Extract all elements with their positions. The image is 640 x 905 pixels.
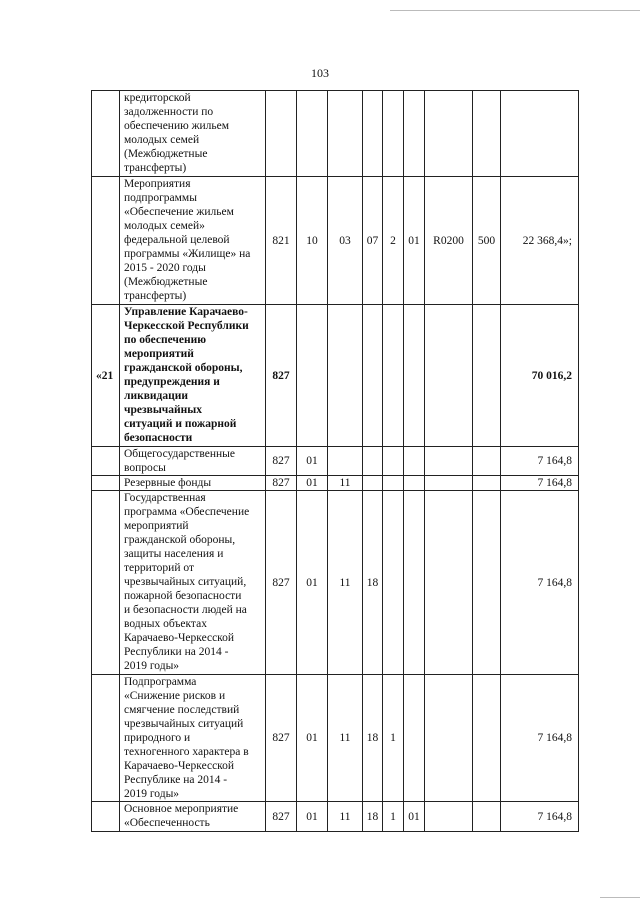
code-cell-c7 [425,91,473,177]
code-cell-c8 [473,305,501,447]
code-cell-c1 [266,91,297,177]
amount-cell: 7 164,8 [501,802,579,832]
table-row [92,491,579,675]
code-cell-c2: 01 [297,675,328,802]
row-number-cell [92,177,120,305]
table-row [92,675,579,802]
code-cell-c5: 1 [383,802,404,832]
code-cell-c1: 827 [266,476,297,491]
row-number-cell: «21 [92,305,120,447]
code-cell-c7 [425,675,473,802]
item-name-cell: Управление Карачаево- Черкесской Республики по обеспечению мероприятий гражданской обороны, предупреждения и ликвидации чрезвычайных ситуаций и пожарной безопасности [120,305,266,447]
table-row [92,91,579,177]
code-cell-c6 [404,447,425,476]
code-cell-c2: 01 [297,447,328,476]
code-cell-c3: 11 [328,675,363,802]
code-cell-c7 [425,491,473,675]
code-cell-c6 [404,491,425,675]
code-cell-c5 [383,447,404,476]
row-number-cell [92,476,120,491]
code-cell-c5 [383,476,404,491]
row-number-cell [92,675,120,802]
code-cell-c8: 500 [473,177,501,305]
amount-cell: 7 164,8 [501,491,579,675]
amount-cell [501,91,579,177]
row-number-cell [92,802,120,832]
code-cell-c7 [425,305,473,447]
code-cell-c1: 827 [266,675,297,802]
table-row [92,476,579,491]
code-cell-c5 [383,491,404,675]
code-cell-c6: 01 [404,802,425,832]
code-cell-c5 [383,305,404,447]
code-cell-c4: 18 [363,491,383,675]
item-name-cell: Подпрограмма «Снижение рисков и смягчение последствий чрезвычайных ситуаций природного и техногенного характера в Карачаево-Черкесской Республике на 2014 - 2019 годы» [120,675,266,802]
code-cell-c7 [425,476,473,491]
code-cell-c3 [328,91,363,177]
code-cell-c7 [425,802,473,832]
amount-cell: 7 164,8 [501,447,579,476]
code-cell-c1: 821 [266,177,297,305]
code-cell-c8 [473,447,501,476]
code-cell-c4 [363,305,383,447]
code-cell-c2 [297,305,328,447]
table-row [92,305,579,447]
code-cell-c4 [363,447,383,476]
code-cell-c3: 03 [328,177,363,305]
code-cell-c2: 01 [297,802,328,832]
item-name-cell: Основное мероприятие «Обеспеченность [120,802,266,832]
code-cell-c2: 01 [297,491,328,675]
code-cell-c3 [328,447,363,476]
budget-table-body [92,91,579,832]
code-cell-c1: 827 [266,447,297,476]
code-cell-c3: 11 [328,491,363,675]
code-cell-c6 [404,91,425,177]
amount-cell: 70 016,2 [501,305,579,447]
amount-cell: 7 164,8 [501,675,579,802]
code-cell-c6 [404,675,425,802]
code-cell-c8 [473,802,501,832]
code-cell-c1: 827 [266,802,297,832]
code-cell-c4: 18 [363,802,383,832]
code-cell-c4: 18 [363,675,383,802]
row-number-cell [92,447,120,476]
table-row [92,447,579,476]
code-cell-c4 [363,476,383,491]
code-cell-c4: 07 [363,177,383,305]
code-cell-c3: 11 [328,802,363,832]
bottom-scan-rule [600,897,640,898]
code-cell-c7: R0200 [425,177,473,305]
table-row [92,177,579,305]
code-cell-c6 [404,305,425,447]
budget-table [91,90,579,832]
code-cell-c5: 1 [383,675,404,802]
code-cell-c8 [473,675,501,802]
code-cell-c2 [297,91,328,177]
code-cell-c6: 01 [404,177,425,305]
code-cell-c3: 11 [328,476,363,491]
code-cell-c3 [328,305,363,447]
code-cell-c8 [473,91,501,177]
code-cell-c7 [425,447,473,476]
row-number-cell [92,91,120,177]
code-cell-c2: 01 [297,476,328,491]
item-name-cell: Государственная программа «Обеспечение мероприятий гражданской обороны, защиты населения и территорий от чрезвычайных ситуаций, пожарной безопасности и безопасности людей на водных объектах Карачаево-Черкесской Республики на 2014 - 2019 годы» [120,491,266,675]
code-cell-c8 [473,491,501,675]
table-row [92,802,579,832]
code-cell-c1: 827 [266,305,297,447]
item-name-cell: кредиторской задолженности по обеспечению жильем молодых семей (Межбюджетные трансферты) [120,91,266,177]
page-number: 103 [311,66,329,80]
code-cell-c8 [473,476,501,491]
amount-cell: 22 368,4»; [501,177,579,305]
code-cell-c5: 2 [383,177,404,305]
code-cell-c6 [404,476,425,491]
item-name-cell: Резервные фонды [120,476,266,491]
amount-cell: 7 164,8 [501,476,579,491]
code-cell-c5 [383,91,404,177]
code-cell-c4 [363,91,383,177]
row-number-cell [92,491,120,675]
item-name-cell: Мероприятия подпрограммы «Обеспечение жильем молодых семей» федеральной целевой программы «Жилище» на 2015 - 2020 годы (Межбюджетные трансферты) [120,177,266,305]
item-name-cell: Общегосударственные вопросы [120,447,266,476]
code-cell-c2: 10 [297,177,328,305]
top-scan-rule [390,10,640,11]
code-cell-c1: 827 [266,491,297,675]
